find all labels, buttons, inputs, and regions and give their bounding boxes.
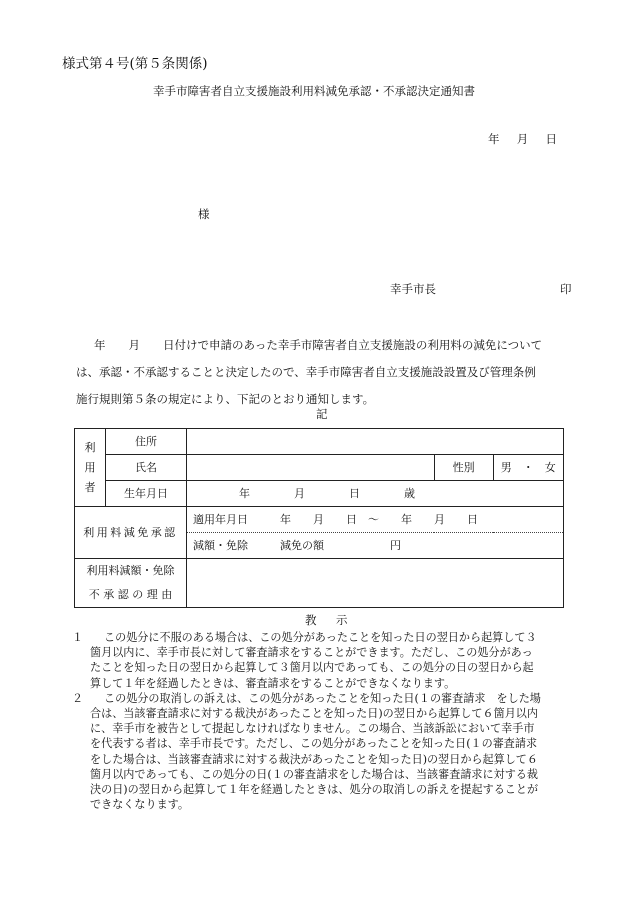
instruction-item-2: [62, 691, 582, 813]
instruction-number: １: [72, 631, 84, 644]
rejection-reason-label-line2: 不 承 認 の 理 由: [88, 588, 173, 601]
instruction-line: 決の日)の翌日から起算して１年を経過したときは、処分の取消しの訴えを提起することが: [90, 783, 539, 797]
instruction-line: 合は、当該審査請求に対する裁決があったことを知った日)の翌日から起算して６箇月以内: [90, 707, 538, 721]
user-group-label: 利 用 者: [75, 429, 106, 507]
instruction-item-1: [62, 630, 582, 691]
apply-date-value: 年 月 日 〜 年 月 日: [280, 512, 478, 526]
birth-date-label: 生年月日: [106, 481, 187, 507]
notice-body-line: 施行規則第５条の規定により、下記のとおり通知します。: [76, 392, 375, 406]
details-table: [74, 428, 564, 608]
birth-date-value[interactable]: 年 月 日 歳: [187, 481, 564, 507]
instruction-line: に、幸手市を被告として提起しなければなりません。この場合、当該訴訟において幸手市: [90, 722, 535, 736]
reduction-approval-label: 利用料減免承認: [75, 507, 187, 559]
instruction-line: 箇月以内であっても、この処分の日(１の審査請求をした場合は、当該審査請求に対する裁: [90, 767, 538, 781]
amount-row[interactable]: [187, 533, 564, 559]
rejection-reason-label-line1: 利用料減額・免除: [86, 564, 175, 577]
sender-name: 幸手市長: [390, 282, 436, 296]
amount-value: 減免の額 円: [280, 538, 401, 552]
instructions-list: [62, 630, 582, 812]
addressee-honorific: 様: [198, 207, 210, 221]
rejection-reason-label: [75, 559, 187, 608]
instruction-line: をした場合は、当該審査請求に対する裁決があったことを知った日)の翌日から起算して６: [90, 752, 538, 766]
instruction-line: できなくなります。: [90, 798, 189, 812]
amount-label: 減額・免除: [193, 538, 248, 552]
instructions-heading: 教 示: [305, 613, 352, 627]
date-day: 日: [545, 132, 557, 146]
form-number: 様式第４号(第５条関係): [62, 56, 208, 72]
apply-date-row[interactable]: [187, 507, 564, 533]
name-field[interactable]: [187, 455, 435, 481]
notice-body: [62, 332, 582, 413]
notice-body-line: は、承認・不承認することと決定したので、幸手市障害者自立支援施設設置及び管理条例: [76, 365, 536, 379]
seal-mark: 印: [560, 282, 572, 296]
apply-date-label: 適用年月日: [193, 512, 248, 526]
instruction-line: この処分に不服のある場合は、この処分があったことを知った日の翌日から起算して３: [104, 631, 537, 644]
instruction-number: ２: [72, 691, 84, 705]
ki-heading: 記: [316, 407, 328, 421]
address-field[interactable]: [187, 429, 564, 455]
rejection-reason-field[interactable]: [187, 559, 564, 608]
sex-label: 性別: [434, 455, 493, 481]
date-month: 月: [516, 132, 529, 146]
instruction-line: この処分の取消しの訴えは、この処分があったことを知った日(１の審査請求 をした場: [104, 691, 541, 705]
instruction-line: 箇月以内に、幸手市長に対して審査請求をすることができます。ただし、この処分があっ: [90, 646, 533, 660]
instruction-line: たことを知った日の翌日から起算して３箇月以内であっても、この処分の日の翌日から起: [90, 661, 534, 675]
date-year: 年: [488, 132, 500, 146]
instruction-line: 算して１年を経過したときは、審査請求をすることができなくなります。: [90, 676, 456, 690]
sex-options[interactable]: 男 ・ 女: [493, 455, 563, 481]
issue-date: [488, 133, 557, 147]
name-label: 氏名: [106, 455, 187, 481]
instruction-line: を代表する者は、幸手市長です。ただし、この処分があったことを知った日(１の審査請求: [90, 737, 538, 751]
document-title: 幸手市障害者自立支援施設利用料減免承認・不承認決定通知書: [153, 84, 475, 98]
notice-body-line: 年 月 日付けで申請のあった幸手市障害者自立支援施設の利用料の減免について: [94, 338, 543, 352]
address-label: 住所: [106, 429, 187, 455]
